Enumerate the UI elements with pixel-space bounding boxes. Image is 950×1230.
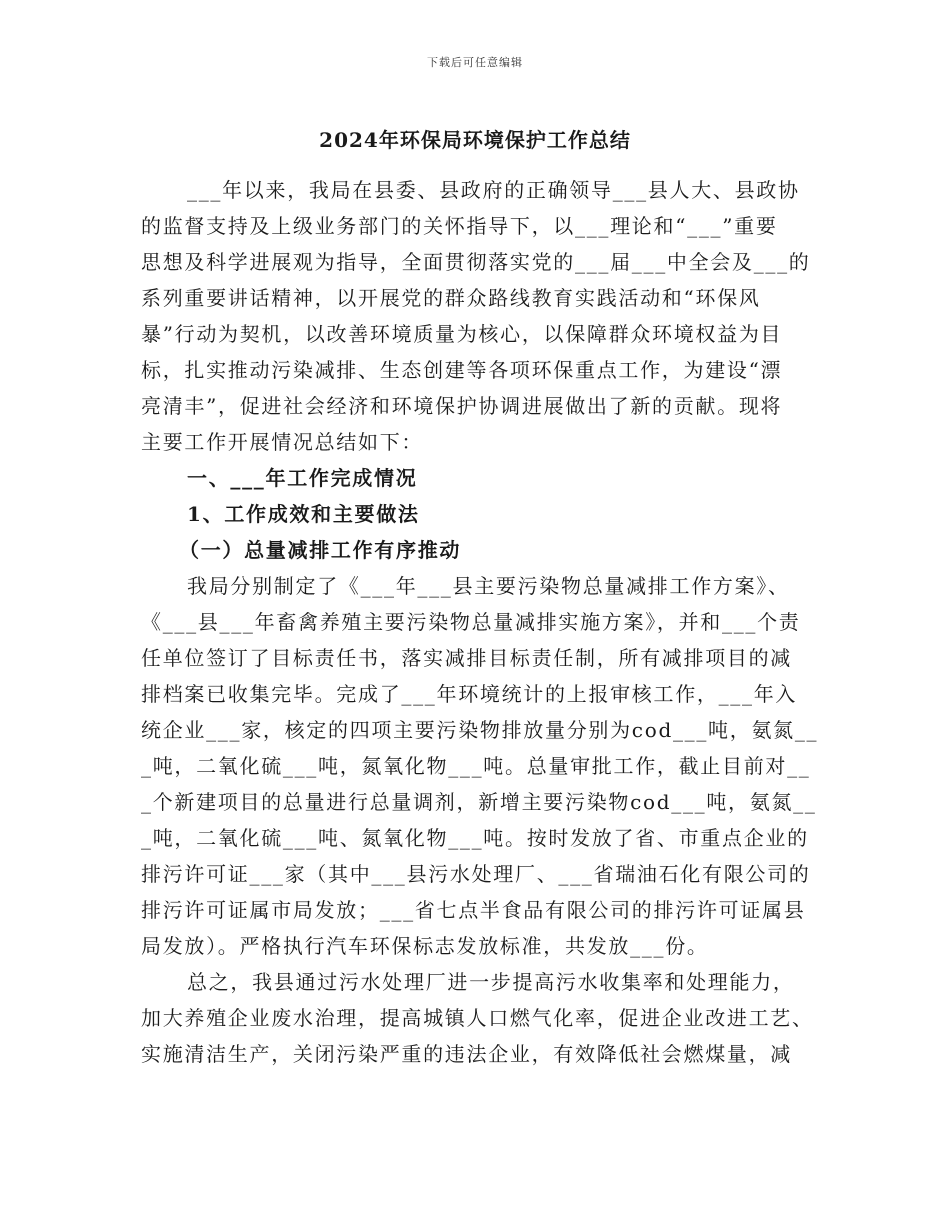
paragraph-line: 亮清丰”，促进社会经济和环境保护协调进展做出了新的贡献。现将 — [141, 394, 783, 418]
paragraph-line: 思想及科学进展观为指导，全面贯彻落实党的___届___中全会及___的 — [141, 250, 811, 274]
paragraph-line: 任单位签订了目标责任书，落实减排目标责任制，所有减排项目的减 — [141, 646, 792, 670]
paragraph-line: 我局分别制定了《___年___县主要污染物总量减排工作方案》、 — [187, 574, 790, 598]
paragraph-line: 总之，我县通过污水处理厂进一步提高污水收集率和处理能力， — [187, 970, 795, 994]
paragraph-line: 的监督支持及上级业务部门的关怀指导下，以___理论和“___”重要 — [141, 214, 778, 238]
paragraph-line: 加大养殖企业废水治理，提高城镇人口燃气化率，促进企业改进工艺、 — [141, 1006, 814, 1030]
header-note: 下载后可任意编辑 — [427, 56, 523, 69]
paragraph-line: 暴”行动为契机，以改善环境质量为核心，以保障群众环境权益为目 — [141, 322, 783, 346]
paragraph-line: _个新建项目的总量进行总量调剂，新增主要污染物cod___吨，氨氮__ — [141, 790, 817, 814]
document-title: 2024年环保局环境保护工作总结 — [319, 128, 631, 152]
paragraph-line: 实施清洁生产，关闭污染严重的违法企业，有效降低社会燃煤量，减 — [141, 1042, 792, 1066]
paragraph-line: ___年以来，我局在县委、县政府的正确领导___县人大、县政协 — [187, 178, 800, 202]
subsection-heading: 1、工作成效和主要做法 — [187, 502, 420, 526]
paragraph-line: 排档案已收集完毕。完成了___年环境统计的上报审核工作，___年入 — [141, 682, 798, 706]
section-heading: 一、___年工作完成情况 — [187, 466, 418, 490]
paragraph-line: 排污许可证___家（其中___县污水处理厂、___省瑞油石化有限公司的 — [141, 862, 811, 886]
paragraph-line: 《___县___年畜禽养殖主要污染物总量减排实施方案》，并和___个责 — [141, 610, 801, 634]
paragraph-line: 主要工作开展情况总结如下： — [141, 430, 424, 454]
paragraph-line: 系列重要讲话精神，以开展党的群众路线教育实践活动和“环保风 — [141, 286, 761, 310]
paragraph-line: _吨，二氧化硫___吨、氮氧化物___吨。按时发放了省、市重点企业的 — [141, 826, 809, 850]
paragraph-line: _吨，二氧化硫___吨，氮氧化物___吨。总量审批工作，截止目前对__ — [141, 754, 811, 778]
sub-subsection-heading: （一）总量减排工作有序推动 — [179, 538, 462, 562]
paragraph-line: 统企业___家，核定的四项主要污染物排放量分别为cod___吨，氨氮__ — [141, 718, 819, 742]
paragraph-line: 局发放）。严格执行汽车环保标志发放标准，共发放___份。 — [141, 934, 709, 958]
paragraph-line: 排污许可证属市局发放；___省七点半食品有限公司的排污许可证属县 — [141, 898, 806, 922]
document-body — [141, 172, 821, 1072]
paragraph-line: 标，扎实推动污染减排、生态创建等各项环保重点工作，为建设“漂 — [141, 358, 783, 382]
